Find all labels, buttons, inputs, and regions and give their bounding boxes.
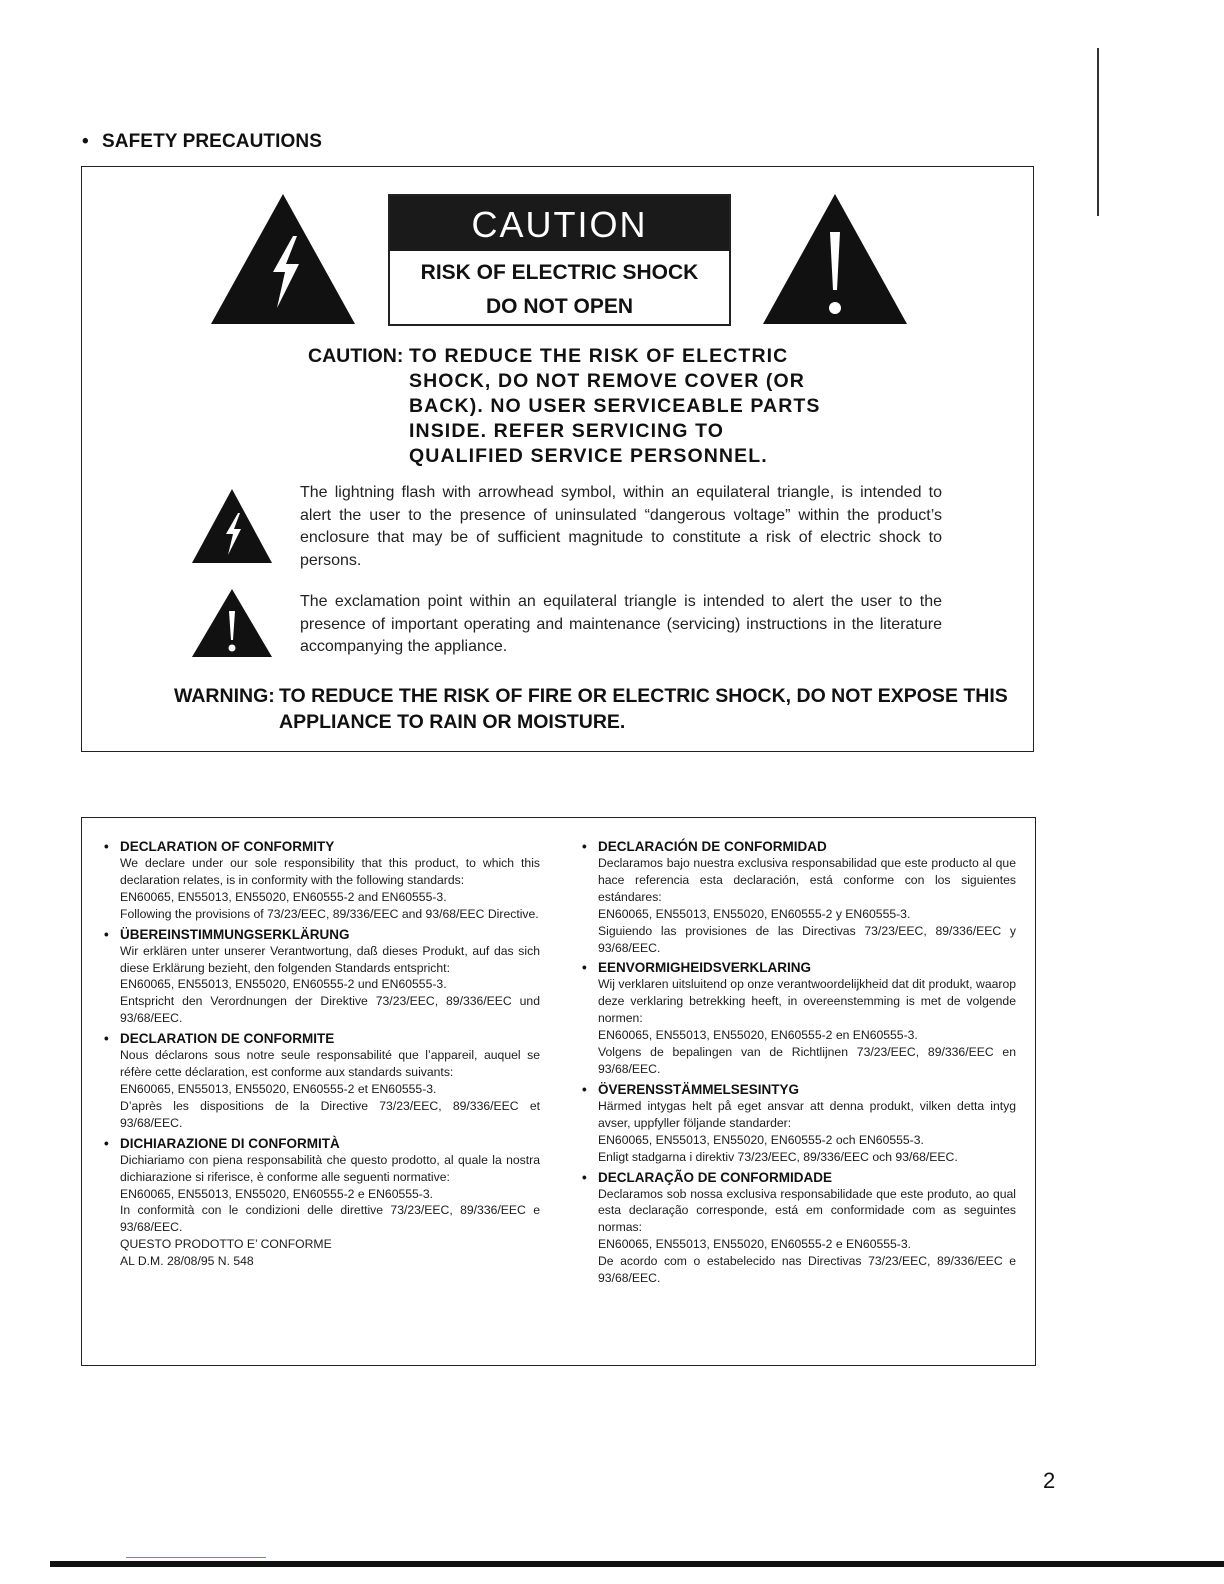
declaration-directives: Entspricht den Verordnungen der Direktive 73/23/EEC, 89/336/EEC und 93/68/EEC. [120, 994, 540, 1026]
declaration-title: • DECLARATION OF CONFORMITY [104, 838, 540, 855]
declaration-text: Declaramos bajo nuestra exclusiva responsabilidad que este producto al que hace referencia esta declaración, está conforme con los siguientes estándares: [598, 856, 1016, 904]
safety-precautions-box [81, 166, 1034, 752]
declaration-standards: EN60065, EN55013, EN55020, EN60555-2 e EN60555-3. [120, 1186, 434, 1201]
declaration-directives: De acordo com o estabelecido nas Directivas 73/23/EEC, 89/336/EEC e 93/68/EEC. [598, 1254, 1016, 1286]
section-title-text: SAFETY PRECAUTIONS [102, 131, 322, 152]
declaration-text: Wir erklären unter unserer Verantwortung, daß dieses Produkt, auf das sich diese Erklärung bezieht, den folgenden Standards entspricht: [120, 943, 540, 975]
declaration-title: • DICHIARAZIONE DI CONFORMITÀ [104, 1135, 540, 1152]
declarations-box [81, 817, 1036, 1366]
declaration-title: • ÜBEREINSTIMMUNGSERKLÄRUNG [104, 926, 540, 943]
lightning-warning-icon [209, 192, 357, 326]
warning-statement-label: WARNING: [174, 685, 275, 707]
declaration-text: Nous déclarons sous notre seule responsabilité que l’appareil, auquel se réfère cette déclaration, est conforme aux standards suivants: [120, 1048, 540, 1080]
declaration-standards: EN60065, EN55013, EN55020, EN60555-2 en EN60555-3. [598, 1028, 918, 1043]
lightning-symbol-icon [190, 487, 274, 565]
declaration-directives: Volgens de bepalingen van de Richtlijnen 73/23/EEC, 89/336/EEC en 93/68/EEC. [598, 1045, 1016, 1076]
exclamation-symbol-icon [190, 587, 274, 659]
declaration-standards: EN60065, EN55013, EN55020, EN60555-2 and EN60555-3. [120, 889, 447, 904]
declarations-right-column [582, 838, 1016, 1290]
declaration-item [582, 1169, 1016, 1287]
declaration-standards: EN60065, EN55013, EN55020, EN60555-2 e EN60555-3. [598, 1237, 912, 1252]
declaration-item [582, 959, 1016, 1077]
declaration-item [104, 1030, 540, 1132]
caution-label [388, 194, 731, 326]
caution-statement-label: CAUTION: [308, 345, 404, 367]
declaration-standards: EN60065, EN55013, EN55020, EN60555-2 y EN60555-3. [598, 906, 911, 921]
declaration-standards: EN60065, EN55013, EN55020, EN60555-2 och EN60555-3. [598, 1132, 924, 1147]
declaration-directives: In conformità con le condizioni delle direttive 73/23/EEC, 89/336/EEC e 93/68/EEC. [120, 1203, 540, 1235]
bullet-icon: • [82, 131, 89, 152]
declaration-standards: EN60065, EN55013, EN55020, EN60555-2 und EN60555-3. [120, 977, 447, 992]
caution-label-header: CAUTION [390, 196, 729, 251]
declarations-left-column [104, 838, 540, 1273]
declaration-title: • DECLARAÇÃO DE CONFORMIDADE [582, 1169, 1016, 1186]
caution-label-line1: RISK OF ELECTRIC SHOCK [420, 261, 699, 284]
declaration-note: AL D.M. 28/08/95 N. 548 [120, 1254, 254, 1269]
warning-statement-text: TO REDUCE THE RISK OF FIRE OR ELECTRIC SHOCK, DO NOT EXPOSE THIS APPLIANCE TO RAIN OR MOISTURE. [279, 685, 1008, 733]
caution-statement [308, 344, 828, 469]
declaration-item [104, 838, 540, 923]
declaration-text: Dichiariamo con piena responsabilità che questo prodotto, al quale la nostra dichiarazione si riferisce, è conforme alle seguenti normative: [120, 1152, 540, 1184]
declaration-standards: EN60065, EN55013, EN55020, EN60555-2 et EN60555-3. [120, 1081, 437, 1096]
declaration-text: Härmed intygas helt på eget ansvar att denna produkt, vilken detta intyg avser, uppfyller följande standarder: [598, 1098, 1016, 1130]
declaration-title: • DECLARACIÓN DE CONFORMIDAD [582, 838, 1016, 855]
declaration-item [582, 838, 1016, 956]
declaration-item [104, 926, 540, 1028]
declaration-text: Wij verklaren uitsluitend op onze verantwoordelijkheid dat dit produkt, waarop deze verklaring betrekking heeft, in overeenstemming is met de volgende normen: [598, 977, 1016, 1026]
declaration-text: Declaramos sob nossa exclusiva responsabilidade que este produto, ao qual esta declaração corresponde, está em conformidade com as seguintes normas: [598, 1186, 1016, 1235]
exclamation-warning-icon [761, 192, 909, 326]
declaration-directives: Siguiendo las provisiones de las Directivas 73/23/EEC, 89/336/EEC y 93/68/EEC. [598, 923, 1016, 955]
caution-label-line2: DO NOT OPEN [485, 295, 633, 318]
declaration-title: • ÖVERENSSTÄMMELSESINTYG [582, 1081, 1016, 1098]
section-title [82, 131, 322, 153]
declaration-directives: D’après les dispositions de la Directive 73/23/EEC, 89/336/EEC et 93/68/EEC. [120, 1098, 540, 1130]
declaration-directives: Following the provisions of 73/23/EEC, 89/336/EEC and 93/68/EEC Directive. [120, 906, 539, 921]
declaration-item [104, 1135, 540, 1270]
declaration-directives: Enligt stadgarna i direktiv 73/23/EEC, 89/336/EEC och 93/68/EEC. [598, 1149, 958, 1164]
declaration-title: • EENVORMIGHEIDSVERKLARING [582, 959, 1016, 976]
declaration-item [582, 1081, 1016, 1166]
declaration-text: We declare under our sole responsibility that this product, to which this declaration relates, is in conformity with the following standards: [120, 856, 540, 887]
warning-statement [174, 683, 1014, 735]
declaration-note: QUESTO PRODOTTO E’ CONFORME [120, 1237, 332, 1252]
margin-rule [1097, 48, 1099, 216]
scan-edge-line [126, 1557, 266, 1558]
exclamation-symbol-text: The exclamation point within an equilateral triangle is intended to alert the user to the presence of important operating and maintenance (servicing) instructions in the literature accompanying the appliance. [300, 593, 942, 655]
page-number: 2 [1043, 1468, 1056, 1493]
declaration-title: • DECLARATION DE CONFORMITE [104, 1030, 540, 1047]
lightning-symbol-text: The lightning flash with arrowhead symbol, within an equilateral triangle, is intended to alert the user to the presence of uninsulated “dangerous voltage” within the product’s enclosure that may be of sufficient magnitude to constitute a risk of electric shock to persons. [300, 484, 942, 569]
caution-statement-text: TO REDUCE THE RISK OF ELECTRIC SHOCK, DO NOT REMOVE COVER (OR BACK). NO USER SERVICEABLE PARTS INSIDE. REFER SERVICING TO QUALIFIED SERVICE PERSONNEL. [409, 345, 821, 467]
bottom-edge-bar [50, 1561, 1224, 1567]
